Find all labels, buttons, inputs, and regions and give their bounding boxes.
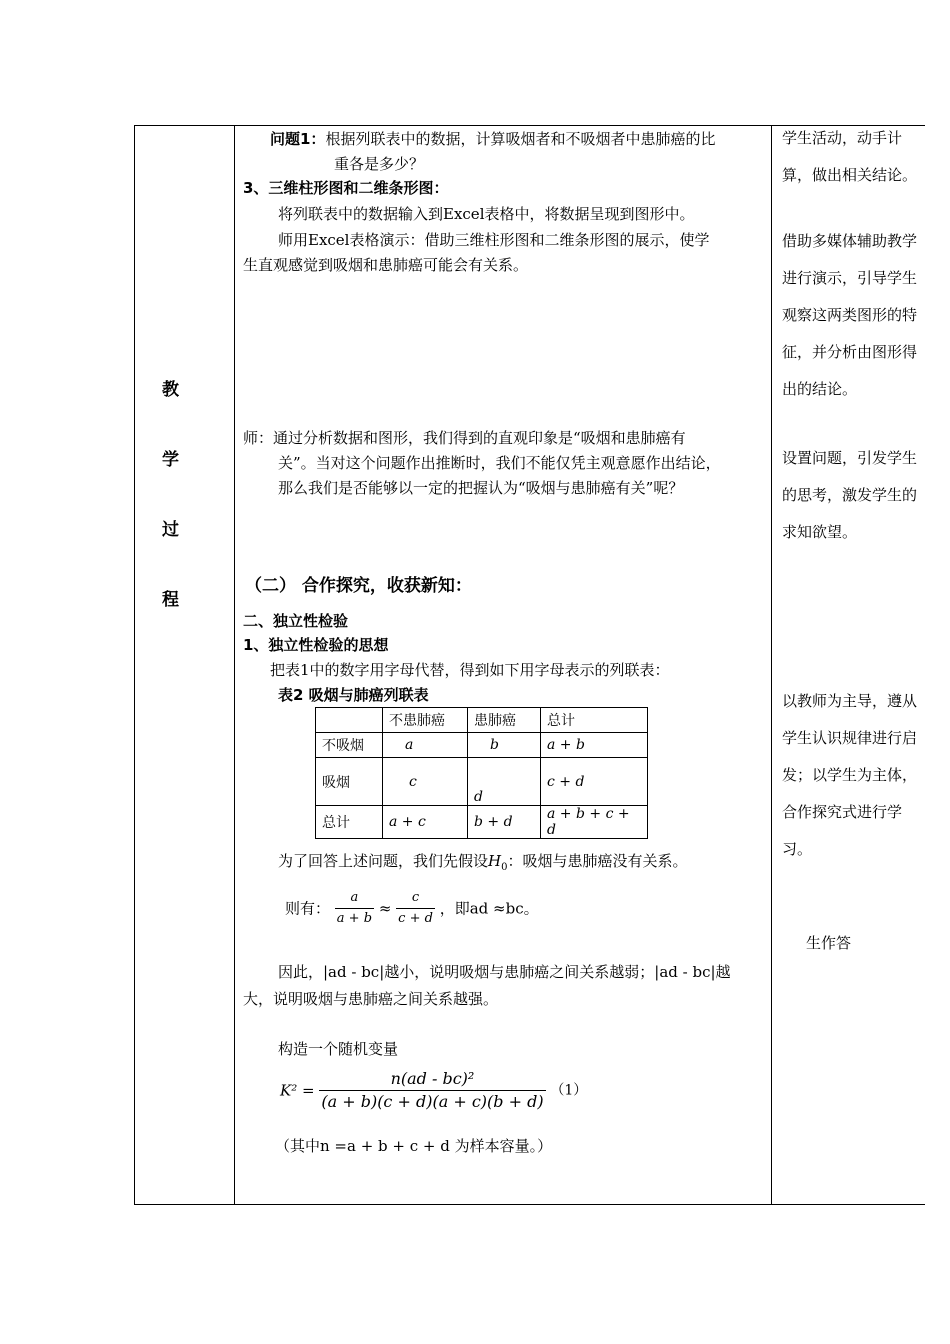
therefore-line-2: 大，说明吸烟与患肺癌之间关系越强。	[243, 990, 499, 1008]
side-label-char: 过	[162, 520, 179, 540]
construct-line: 构造一个随机变量	[278, 1040, 399, 1058]
section-2-paragraph: 把表1中的数字用字母代替，得到如下用字母表示的列联表：	[270, 661, 670, 679]
section-3-paragraph-1: 将列联表中的数据输入到Excel表格中，将数据呈现到图形中。	[278, 205, 695, 223]
sample-size-note: （其中n =a + b + c + d 为样本容量。）	[275, 1137, 553, 1155]
question-1-label: 问题1：	[270, 130, 326, 148]
column-divider-left	[234, 125, 235, 1205]
fraction-1-denominator: a + b	[335, 908, 374, 929]
right-note-3: 设置问题，引发学生的思考，激发学生的求知欲望。	[782, 449, 918, 541]
section-2-subheading: 1、独立性检验的思想	[243, 636, 389, 654]
table-cell: a	[383, 733, 468, 758]
teacher-line-1: 师：通过分析数据和图形，我们得到的直观印象是“吸烟和患肺癌有	[243, 429, 686, 447]
table-row	[316, 806, 648, 839]
column-divider-right	[771, 125, 772, 1205]
k-squared-lhs: K² =	[280, 1081, 315, 1100]
table-header-cell: 总计	[541, 708, 648, 733]
k-squared-denominator: (a + b)(c + d)(a + c)(b + d)	[321, 1092, 544, 1111]
table-cell: a + b	[541, 733, 648, 758]
side-label-char: 程	[162, 590, 179, 610]
hypothesis-line	[278, 850, 688, 879]
table-cell: b	[468, 733, 541, 758]
k-squared-fraction	[319, 1068, 545, 1113]
hypothesis-text-tail: ：吸烟与患肺癌没有关系。	[507, 852, 688, 870]
fraction-2-denominator: c + d	[396, 908, 435, 929]
table-header-row	[316, 708, 648, 733]
hypothesis-subscript: 0	[501, 862, 508, 873]
table-header-cell	[316, 708, 383, 733]
therefore-line-1: 因此，|ad - bc|越小，说明吸烟与患肺癌之间关系越弱；|ad - bc|越	[278, 963, 731, 981]
table-cell: c	[383, 758, 468, 806]
right-note-2: 借助多媒体辅助教学进行演示，引导学生观察这两类图形的特征，并分析由图形得出的结论。	[782, 232, 918, 398]
question-1	[270, 128, 715, 150]
k-squared-numerator: n(ad - bc)²	[390, 1069, 475, 1088]
ratio-equation	[285, 888, 539, 929]
table-cell: 总计	[316, 806, 383, 839]
right-note-1: 学生活动，动手计算，做出相关结论。	[782, 129, 918, 184]
table-cell: d	[468, 758, 541, 806]
question-1-cont: 重各是多少？	[334, 155, 425, 173]
then-label: 则有：	[285, 899, 331, 918]
section-3-paragraph-2a: 师用Excel表格演示：借助三维柱形图和二维条形图的展示，使学	[278, 231, 710, 249]
section-3-heading: 3、三维柱形图和二维条形图：	[243, 179, 449, 197]
table-cell: 不吸烟	[316, 733, 383, 758]
fraction-2	[396, 888, 435, 929]
teacher-line-3: 那么我们是否能够以一定的把握认为“吸烟与患肺癌有关”呢？	[278, 479, 684, 497]
hypothesis-text: 为了回答上述问题，我们先假设	[278, 852, 489, 870]
table-header-cell: 不患肺癌	[383, 708, 468, 733]
teacher-line-2: 关”。当对这个问题作出推断时，我们不能仅凭主观意愿作出结论，	[278, 454, 721, 472]
table-caption: 表2 吸烟与肺癌列联表	[278, 686, 429, 704]
question-1-text: 根据列联表中的数据，计算吸烟者和不吸烟者中患肺癌的比	[325, 130, 716, 148]
table-cell: a + b + c + d	[541, 806, 648, 839]
table-header-cell: 患肺癌	[468, 708, 541, 733]
table-cell: 吸烟	[316, 758, 383, 806]
contingency-table	[315, 707, 648, 839]
hypothesis-symbol: H	[488, 852, 502, 870]
k-squared-formula	[280, 1068, 587, 1113]
table-cell: a + c	[383, 806, 468, 839]
table-row	[316, 758, 648, 806]
side-label-char: 教	[162, 380, 179, 400]
formula-tag: （1）	[550, 1082, 588, 1099]
side-label-char: 学	[162, 450, 179, 470]
fraction-2-numerator: c	[411, 890, 420, 905]
fraction-1-numerator: a	[350, 890, 359, 905]
table-row	[316, 733, 648, 758]
right-note-4: 以教师为主导，遵从学生认识规律进行启发；以学生为主体，合作探究式进行学习。	[782, 692, 918, 858]
part-2-title: （二） 合作探究，收获新知：	[245, 576, 472, 596]
then-tail: ，即ad ≈bc。	[439, 899, 539, 918]
fraction-1	[335, 888, 374, 929]
table-cell: c + d	[541, 758, 648, 806]
section-2-heading: 二、独立性检验	[243, 612, 349, 630]
section-3-paragraph-2b: 生直观感觉到吸烟和患肺癌可能会有关系。	[243, 256, 529, 274]
table-cell: b + d	[468, 806, 541, 839]
right-note-5: 生作答	[806, 934, 852, 952]
approx-sign: ≈	[378, 899, 392, 918]
